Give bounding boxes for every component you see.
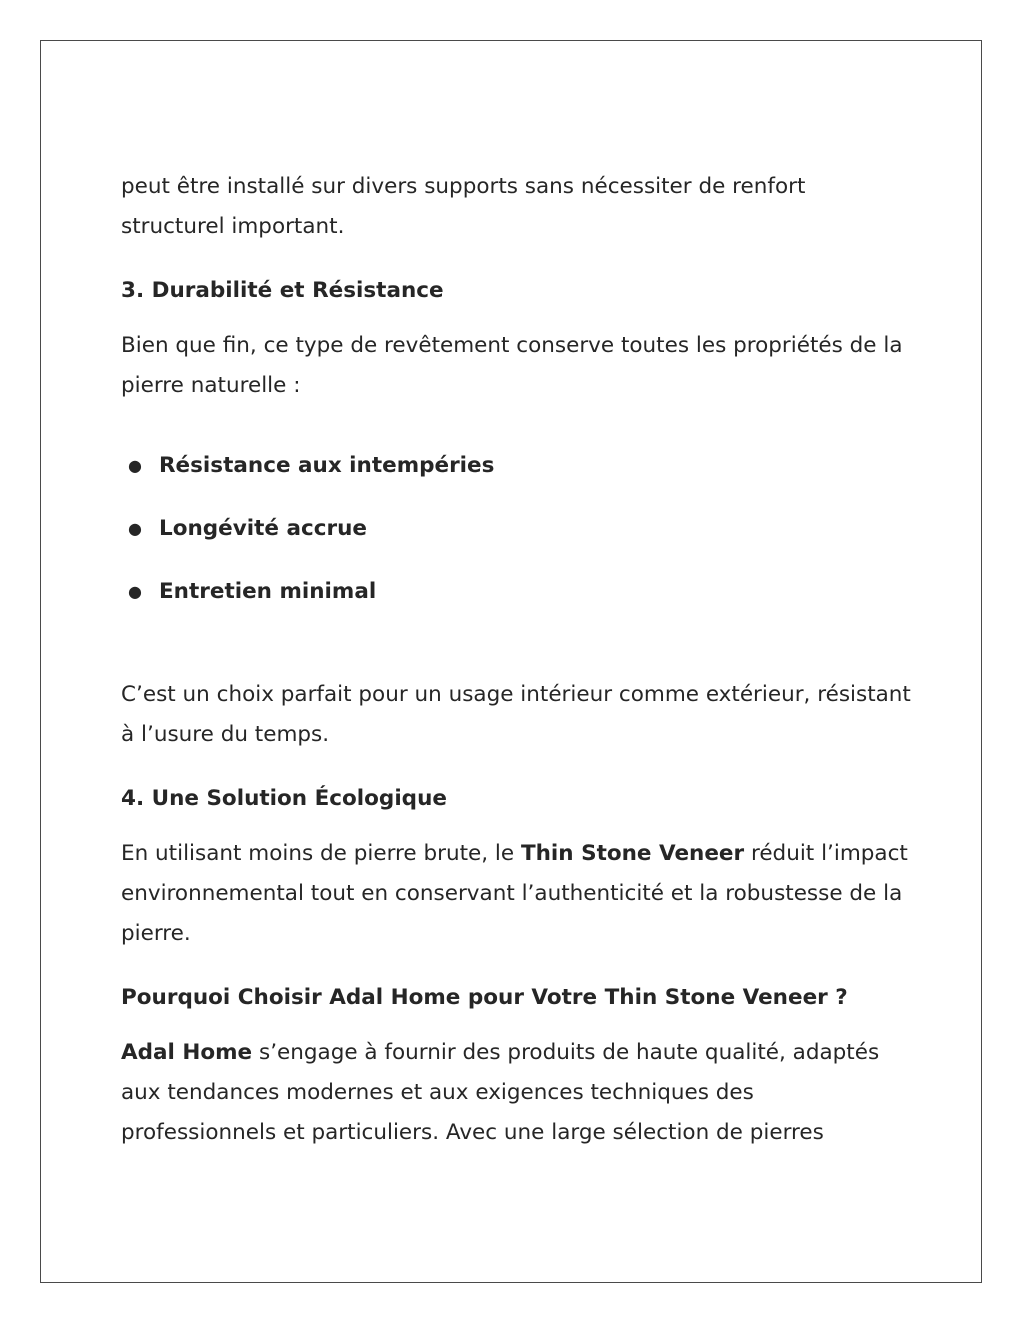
section-heading-ecology: 4. Une Solution Écologique — [121, 786, 447, 811]
durability-paragraph: Bien que fin, ce type de revêtement conserve toutes les propriétés de la pierre naturelle : — [121, 333, 903, 398]
ecology-text-after: réduit l’impact environnemental tout en conservant l’authenticité et la robustesse de la pierre. — [121, 841, 908, 946]
bullet-icon: ● — [128, 519, 142, 538]
product-name: Thin Stone Veneer — [520, 841, 745, 866]
brand-name: Adal Home — [121, 1040, 253, 1065]
intro-paragraph: peut être installé sur divers supports sans nécessiter de renfort structurel important. — [121, 174, 806, 239]
list-item-label: Résistance aux intempéries — [159, 453, 495, 478]
properties-list — [121, 446, 911, 635]
adal-paragraph — [121, 1033, 911, 1153]
section-heading-why-adal: Pourquoi Choisir Adal Home pour Votre Thin Stone Veneer ? — [121, 985, 848, 1010]
ecology-text-before: En utilisant moins de pierre brute, le — [121, 841, 521, 866]
bullet-icon: ● — [128, 456, 142, 475]
list-item — [121, 572, 911, 635]
choice-paragraph: C’est un choix parfait pour un usage intérieur comme extérieur, résistant à l’usure du temps. — [121, 682, 911, 747]
section-heading-durability: 3. Durabilité et Résistance — [121, 278, 444, 303]
bullet-icon: ● — [128, 582, 142, 601]
list-item-label: Entretien minimal — [159, 579, 377, 604]
list-item — [121, 446, 911, 509]
ecology-paragraph — [121, 834, 911, 954]
adal-text: s’engage à fournir des produits de haute qualité, adaptés aux tendances modernes et aux exigences techniques des professionnels et particuliers. Avec une large sélection de pierres — [121, 1040, 880, 1145]
document-page — [40, 40, 982, 1283]
list-item — [121, 509, 911, 572]
list-item-label: Longévité accrue — [159, 516, 367, 541]
document-body — [121, 167, 911, 1153]
